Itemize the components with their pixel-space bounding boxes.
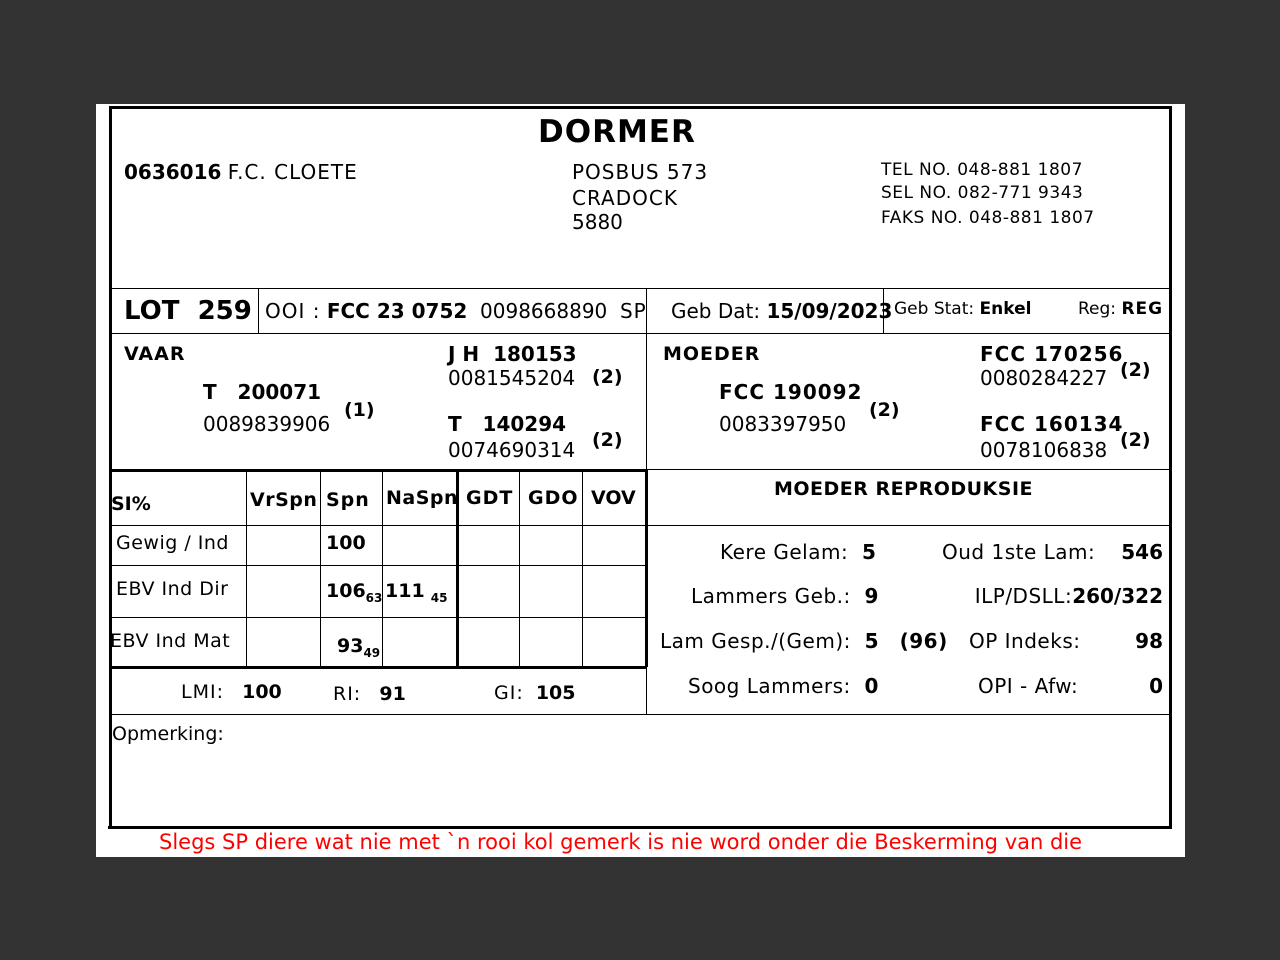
si-row-label-ebv-mat: EBV Ind Mat <box>110 630 231 652</box>
lam-gem-value: (96) <box>899 629 948 653</box>
address-line-1: POSBUS 573 <box>572 160 709 184</box>
vaar-dam-id: T 140294 <box>448 412 567 436</box>
opi-afw-value: 0 <box>1149 674 1163 698</box>
si-header-si: SI% <box>111 493 151 515</box>
lot-label: LOT 259 <box>124 296 252 326</box>
moeder-sire-number: 0080284227 <box>980 366 1108 390</box>
moeder-dam-number: 0078106838 <box>980 438 1108 462</box>
si-col-div-5 <box>519 471 520 667</box>
moeder-label: MOEDER <box>663 343 761 365</box>
lammers-geb: Lammers Geb.: 9 <box>691 584 879 608</box>
oud-1ste-lam-value: 546 <box>1121 540 1163 564</box>
repro-title-bottom <box>646 525 1172 526</box>
vaar-grade: (1) <box>344 399 375 421</box>
ri-value: 91 <box>379 683 406 705</box>
ri: RI: 91 <box>333 683 406 705</box>
vaar-sire-id: J H 180153 <box>448 342 577 366</box>
geb-stat: Geb Stat: Enkel <box>894 299 1032 319</box>
op-indeks-label: OP Indeks: <box>969 629 1081 653</box>
si-header-vrspn: VrSpn <box>250 489 318 511</box>
si-row-label-ebv-dir: EBV Ind Dir <box>116 578 229 600</box>
divider-lot-v1 <box>258 288 259 334</box>
opmerking-field[interactable] <box>112 749 1162 821</box>
geb-dat-value: 15/09/2023 <box>766 299 893 323</box>
vaar-label: VAAR <box>124 343 186 365</box>
ooi-label: OOI : <box>265 299 321 323</box>
si-col-div-1 <box>246 471 247 667</box>
vaar-sire-number: 0081545204 <box>448 366 576 390</box>
vaar-id: T 200071 <box>203 380 322 404</box>
si-table-bottom <box>109 666 647 669</box>
si-col-div-2 <box>320 471 321 667</box>
si-ebv-dir-spn: $106_{63}$ <box>326 580 383 605</box>
si-header-gdt: GDT <box>466 487 514 509</box>
moeder-dam-grade: (2) <box>1120 429 1151 451</box>
breeder-info <box>124 160 358 184</box>
vaar-dam-grade: (2) <box>592 429 623 451</box>
si-col-div-3 <box>382 471 383 667</box>
si-row-div-3 <box>109 617 647 618</box>
ooi-grade: SP <box>619 299 647 323</box>
divider-lot-bottom <box>109 333 1172 334</box>
divider-pedigree-v <box>646 333 647 470</box>
oud-1ste-lam-label: Oud 1ste Lam: <box>942 540 1096 564</box>
address-line-3: 5880 <box>572 210 623 234</box>
repro-title: MOEDER REPRODUKSIE <box>774 478 1034 500</box>
moeder-grade: (2) <box>869 399 900 421</box>
moeder-id: FCC 190092 <box>719 380 863 404</box>
gi: GI: 105 <box>494 682 576 704</box>
accuracy-subscript: 45 <box>430 591 448 605</box>
moeder-dam-id: FCC 160134 <box>980 412 1124 436</box>
moeder-sire-id: FCC 170256 <box>980 342 1124 366</box>
ooi-id: FCC 23 0752 <box>326 299 468 323</box>
address-line-2: CRADOCK <box>572 186 678 210</box>
lmi: LMI: 100 <box>181 681 282 703</box>
lot-number: 259 <box>197 296 252 326</box>
pedigree-bottom-right <box>646 469 1172 470</box>
opmerking-label: Opmerking: <box>112 723 224 745</box>
si-header-spn: Spn <box>326 489 370 511</box>
lam-gesp: Lam Gesp./(Gem): 5 (96) <box>660 629 948 653</box>
divider-lot-top <box>109 288 1172 289</box>
si-header-naspn: NaSpn <box>386 487 459 509</box>
ilp-dsll-value: 260/322 <box>1072 584 1163 608</box>
lam-gesp-value: 5 <box>864 629 880 653</box>
ooi-number: 0098668890 <box>480 299 608 323</box>
kere-gelam: Kere Gelam: 5 <box>720 540 877 564</box>
lammers-geb-value: 9 <box>864 584 879 608</box>
ooi-info <box>265 299 647 323</box>
right-col-left-border <box>646 469 647 715</box>
kere-gelam-value: 5 <box>861 540 877 564</box>
border-left <box>109 106 112 829</box>
si-row-label-gewig: Gewig / Ind <box>116 532 229 554</box>
lot-card-page <box>96 104 1185 857</box>
si-gewig-spn: 100 <box>326 532 366 554</box>
moeder-sire-grade: (2) <box>1120 359 1151 381</box>
page-title: DORMER <box>538 114 696 150</box>
si-header-vov: VOV <box>591 487 636 509</box>
op-indeks-value: 98 <box>1135 629 1163 653</box>
accuracy-subscript: 63 <box>365 591 383 605</box>
faks-number: FAKS NO. 048-881 1807 <box>881 208 1095 228</box>
indexes-bottom <box>109 714 1172 715</box>
border-bottom <box>108 826 1172 829</box>
si-col-div-6 <box>582 471 583 667</box>
moeder-number: 0083397950 <box>719 412 847 436</box>
geb-stat-value: Enkel <box>979 299 1032 319</box>
footer-notice: Slegs SP diere wat nie met `n rooi kol gemerk is nie word onder die Beskerming van die <box>159 830 1083 854</box>
vaar-number: 0089839906 <box>203 412 331 436</box>
si-ebv-mat-spn: $93_{49}$ <box>337 635 381 660</box>
sel-number: SEL NO. 082-771 9343 <box>881 183 1084 203</box>
si-table-top <box>109 469 647 472</box>
lmi-value: 100 <box>242 681 282 703</box>
gi-value: 105 <box>535 682 576 704</box>
border-top <box>109 106 1172 109</box>
breeder-name: F.C. CLOETE <box>227 160 358 184</box>
tel-number: TEL NO. 048-881 1807 <box>881 160 1083 180</box>
si-row-div-2 <box>109 565 647 566</box>
soog-lammers: Soog Lammers: 0 <box>688 674 879 698</box>
si-header-gdo: GDO <box>528 487 579 509</box>
reg: Reg: REG <box>1078 299 1164 319</box>
reg-value: REG <box>1121 299 1164 319</box>
si-ebv-dir-naspn: 111 $_{45}$ <box>385 580 448 605</box>
border-right <box>1169 106 1172 829</box>
breeder-code: 0636016 <box>124 160 222 184</box>
opi-afw-label: OPI - Afw: <box>978 674 1079 698</box>
accuracy-subscript: 49 <box>363 646 381 660</box>
ilp-dsll: ILP/DSLL:260/322 <box>974 584 1163 608</box>
vaar-dam-number: 0074690314 <box>448 438 576 462</box>
geb-dat: Geb Dat: 15/09/2023 <box>671 299 893 323</box>
vaar-sire-grade: (2) <box>592 366 623 388</box>
si-row-div-1 <box>109 525 647 526</box>
soog-lammers-value: 0 <box>864 674 879 698</box>
